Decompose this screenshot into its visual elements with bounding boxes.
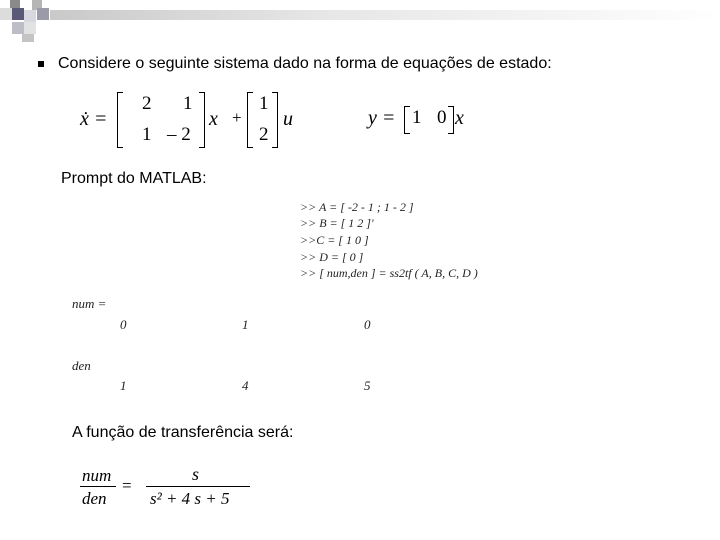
- tf-equals: =: [122, 476, 132, 495]
- deco-square: [24, 22, 36, 34]
- tf-rhs-den: s² + 4 s + 5: [150, 489, 230, 508]
- state-x: x: [209, 108, 218, 130]
- matlab-line: >> B = [ 1 2 ]': [300, 216, 374, 230]
- matrix-b-right-bracket: [272, 92, 278, 148]
- intro-text: Considere o seguinte sistema dado na forma de equações de estado:: [58, 55, 552, 72]
- tf-rhs-num: s: [192, 464, 200, 484]
- prompt-label: Prompt do MATLAB:: [61, 170, 207, 187]
- matrix-b-cell: 2: [259, 124, 269, 145]
- deco-square: [24, 10, 36, 22]
- deco-square: [12, 22, 24, 34]
- bullet-icon: [38, 61, 44, 67]
- matrix-c-cell: 1: [412, 107, 422, 128]
- output-lhs: y =: [368, 107, 396, 129]
- matrix-b-left-bracket: [247, 92, 253, 148]
- matrix-a-left-bracket: [117, 92, 123, 148]
- intro-bullet: [38, 55, 552, 73]
- num-value: 0: [120, 317, 127, 332]
- matrix-c-right-bracket: [448, 106, 454, 134]
- plus-sign: +: [232, 108, 242, 127]
- tf-lhs-fraction-bar: [80, 486, 116, 487]
- tf-lhs-num: num: [82, 466, 112, 485]
- deco-square: [12, 8, 24, 20]
- state-lhs: ẋ =: [80, 108, 108, 130]
- num-label: num =: [72, 296, 107, 311]
- matrix-a-cell: – 2: [167, 124, 191, 145]
- deco-square: [0, 8, 12, 20]
- matrix-a-cell: 1: [142, 124, 152, 145]
- matrix-a-cell: 2: [142, 93, 152, 114]
- matlab-line: >>C = [ 1 0 ]: [300, 233, 369, 247]
- matlab-line: >> D = [ 0 ]: [300, 250, 364, 264]
- den-value: 1: [120, 378, 127, 393]
- matrix-b-cell: 1: [259, 93, 269, 114]
- tf-label: A função de transferência será:: [72, 424, 294, 441]
- matrix-c-cell: 0: [437, 107, 447, 128]
- num-value: 1: [242, 317, 249, 332]
- deco-square: [22, 34, 34, 42]
- state-u: u: [283, 108, 293, 130]
- matlab-line: >> [ num,den ] = ss2tf ( A, B, C, D ): [300, 266, 478, 280]
- header-decoration: [0, 0, 720, 42]
- deco-square: [37, 8, 49, 20]
- matrix-c-left-bracket: [404, 106, 410, 134]
- output-x: x: [455, 107, 464, 129]
- header-gradient-bar: [50, 10, 720, 20]
- tf-rhs-fraction-bar: [146, 486, 250, 487]
- den-value: 5: [364, 378, 371, 393]
- den-value: 4: [242, 378, 249, 393]
- matrix-a-right-bracket: [199, 92, 205, 148]
- num-value: 0: [364, 317, 371, 332]
- matrix-a-cell: 1: [183, 93, 193, 114]
- matlab-line: >> A = [ -2 - 1 ; 1 - 2 ]: [300, 200, 414, 214]
- tf-lhs-den: den: [82, 489, 107, 508]
- den-label: den: [72, 358, 91, 373]
